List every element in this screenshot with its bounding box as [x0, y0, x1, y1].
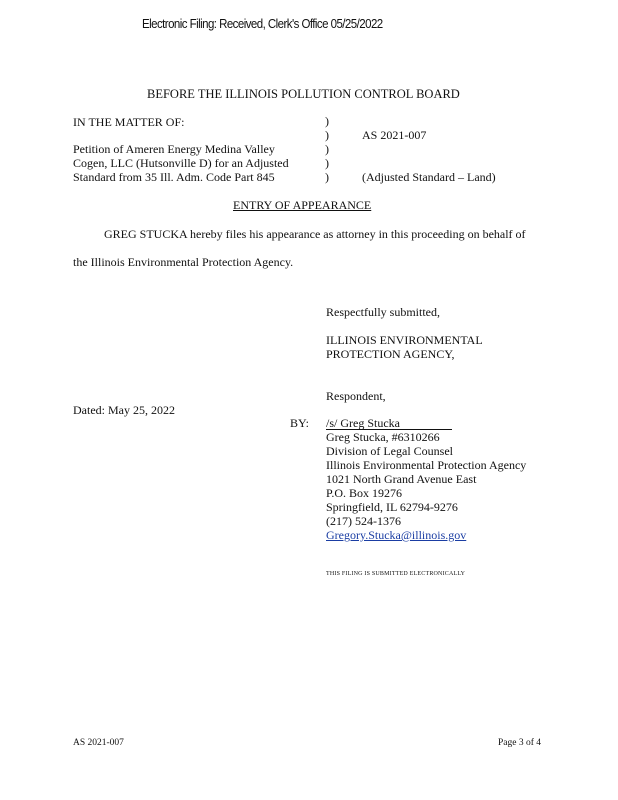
signature-text: /s/ Greg Stucka — [326, 416, 400, 430]
signature-line — [326, 416, 452, 430]
address-line: 1021 North Grand Avenue East — [326, 472, 477, 486]
address-line: Illinois Environmental Protection Agency — [326, 458, 527, 472]
email-link[interactable]: Gregory.Stucka@illinois.gov — [326, 528, 467, 542]
dated-line: Dated: May 25, 2022 — [73, 403, 175, 417]
by-label: BY: — [290, 416, 309, 430]
address-line: Greg Stucka, #6310266 — [326, 430, 440, 444]
document-title: ENTRY OF APPEARANCE — [233, 198, 372, 212]
caption-paren: ) — [325, 128, 329, 142]
caption-paren: ) — [325, 142, 329, 156]
electronic-filing-notice: THIS FILING IS SUBMITTED ELECTRONICALLY — [326, 571, 466, 577]
footer-page-number: Page 3 of 4 — [498, 738, 542, 748]
petition-line-3: Standard from 35 Ill. Adm. Code Part 845 — [73, 170, 275, 184]
board-title: BEFORE THE ILLINOIS POLLUTION CONTROL BOARD — [147, 87, 460, 101]
address-line: Springfield, IL 62794-9276 — [326, 500, 458, 514]
caption-paren: ) — [325, 156, 329, 170]
filing-stamp: Electronic Filing: Received, Clerk's Office 05/25/2022 — [142, 17, 383, 31]
case-type: (Adjusted Standard – Land) — [362, 170, 496, 184]
caption-paren: ) — [325, 170, 329, 184]
respondent-label: Respondent, — [326, 389, 386, 403]
address-line: Division of Legal Counsel — [326, 444, 453, 458]
agency-line-1: ILLINOIS ENVIRONMENTAL — [326, 333, 483, 347]
closing: Respectfully submitted, — [326, 305, 440, 319]
footer-case-number: AS 2021-007 — [73, 738, 124, 748]
address-line: P.O. Box 19276 — [326, 486, 403, 500]
caption-paren: ) — [325, 114, 329, 128]
phone-number: (217) 524-1376 — [326, 514, 401, 528]
in-the-matter-label: IN THE MATTER OF: — [73, 115, 185, 129]
body-line-2: the Illinois Environmental Protection Agency. — [73, 255, 294, 269]
case-number: AS 2021-007 — [362, 128, 427, 142]
agency-line-2: PROTECTION AGENCY, — [326, 347, 455, 361]
body-line-1: GREG STUCKA hereby files his appearance as attorney in this proceeding on behalf of — [104, 227, 526, 241]
petition-line-2: Cogen, LLC (Hutsonville D) for an Adjusted — [73, 156, 289, 170]
petition-line-1: Petition of Ameren Energy Medina Valley — [73, 142, 275, 156]
